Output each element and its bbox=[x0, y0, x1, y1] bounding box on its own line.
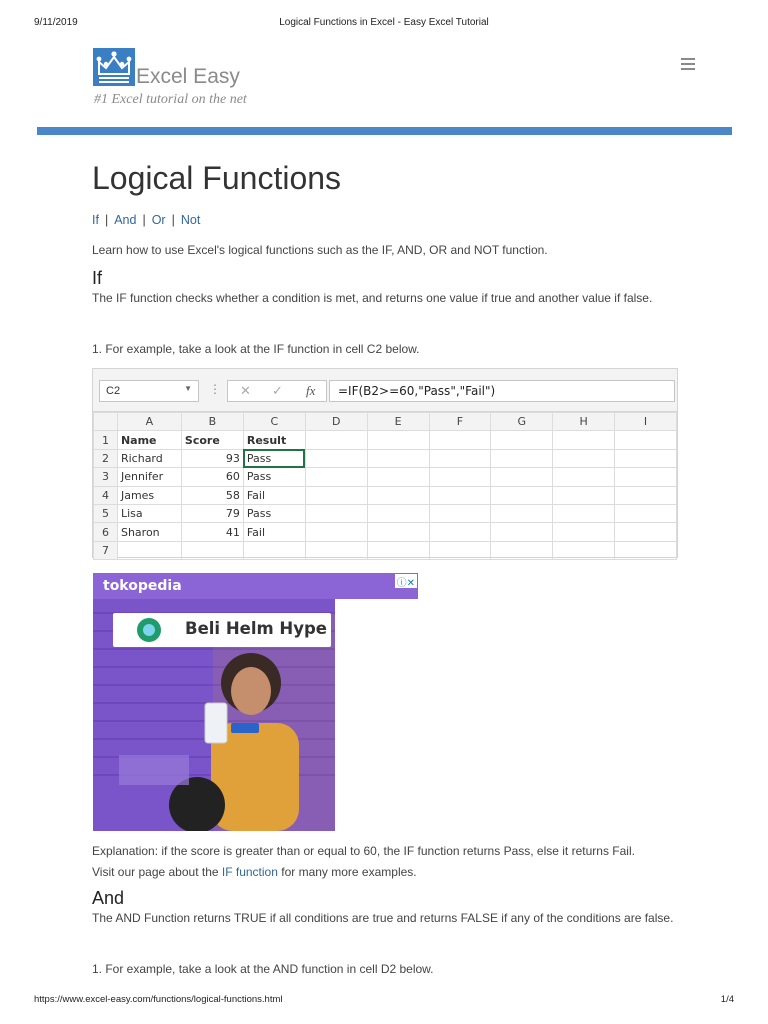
table-cell[interactable] bbox=[429, 523, 491, 541]
cell-grid bbox=[93, 412, 677, 560]
column-header[interactable]: C bbox=[243, 413, 305, 431]
table-cell[interactable] bbox=[491, 541, 553, 559]
helmet-logo-icon bbox=[137, 618, 161, 642]
table-cell[interactable]: Sharon bbox=[117, 523, 181, 541]
row-header[interactable]: 7 bbox=[94, 541, 118, 559]
table-row bbox=[94, 431, 677, 449]
table-cell[interactable] bbox=[367, 468, 429, 486]
if-heading: If bbox=[92, 268, 103, 288]
table-cell[interactable] bbox=[553, 541, 615, 559]
ad-banner[interactable] bbox=[113, 613, 331, 647]
table-cell[interactable] bbox=[305, 486, 367, 504]
spreadsheet-example bbox=[92, 368, 678, 558]
table-cell[interactable]: Name bbox=[117, 431, 181, 449]
nav-link-or[interactable]: Or bbox=[151, 213, 166, 227]
explanation-paragraph: Explanation: if the score is greater than or equal to 60, the IF function returns Pass, else it returns Fail. bbox=[92, 844, 635, 858]
intro-paragraph: Learn how to use Excel's logical functions such as the IF, AND, OR and NOT function. bbox=[92, 243, 548, 257]
table-cell[interactable] bbox=[615, 541, 677, 559]
column-header[interactable]: H bbox=[553, 413, 615, 431]
table-cell[interactable] bbox=[367, 504, 429, 522]
ad-brand-logo[interactable]: tokopedia bbox=[103, 578, 182, 594]
nav-link-and[interactable]: And bbox=[114, 213, 137, 227]
ad-white-area bbox=[335, 599, 418, 831]
table-cell[interactable] bbox=[615, 468, 677, 486]
table-cell[interactable] bbox=[491, 523, 553, 541]
table-cell[interactable]: Score bbox=[181, 431, 243, 449]
visit-paragraph bbox=[92, 861, 678, 883]
table-cell[interactable] bbox=[615, 431, 677, 449]
row-header[interactable]: 2 bbox=[94, 449, 118, 467]
print-doc-title: Logical Functions in Excel - Easy Excel Tutorial bbox=[279, 17, 489, 28]
nav-link-if[interactable]: If bbox=[92, 213, 99, 227]
table-cell[interactable] bbox=[429, 468, 491, 486]
column-header[interactable]: D bbox=[305, 413, 367, 431]
cancel-icon[interactable]: ✕ bbox=[240, 383, 251, 398]
formula-bar bbox=[93, 369, 677, 412]
table-cell[interactable] bbox=[553, 523, 615, 541]
column-header[interactable]: F bbox=[429, 413, 491, 431]
if-step-1: 1. For example, take a look at the IF function in cell C2 below. bbox=[92, 342, 420, 356]
and-step-1: 1. For example, take a look at the AND function in cell D2 below. bbox=[92, 962, 434, 976]
table-cell[interactable]: Richard bbox=[117, 449, 181, 467]
print-url: https://www.excel-easy.com/functions/logical-functions.html bbox=[34, 994, 283, 1005]
table-cell[interactable]: Jennifer bbox=[117, 468, 181, 486]
ad-banner-text: Beli Helm Hype bbox=[185, 619, 327, 638]
table-cell[interactable] bbox=[491, 449, 553, 467]
table-cell[interactable] bbox=[367, 523, 429, 541]
ad-photo-image bbox=[93, 573, 335, 831]
table-cell[interactable] bbox=[615, 504, 677, 522]
table-cell[interactable]: Fail bbox=[243, 523, 305, 541]
table-cell[interactable] bbox=[429, 504, 491, 522]
confirm-icon[interactable]: ✓ bbox=[272, 383, 283, 398]
select-all-corner[interactable] bbox=[94, 413, 118, 431]
table-cell[interactable] bbox=[491, 468, 553, 486]
table-cell[interactable]: 60 bbox=[181, 468, 243, 486]
column-header[interactable]: A bbox=[117, 413, 181, 431]
nav-separator: | bbox=[104, 213, 109, 227]
table-cell[interactable] bbox=[305, 504, 367, 522]
print-footer bbox=[34, 994, 734, 1008]
table-cell[interactable] bbox=[305, 449, 367, 467]
print-date: 9/11/2019 bbox=[34, 17, 78, 28]
more-vertical-icon: ⋮ bbox=[209, 382, 221, 396]
and-description: The AND Function returns TRUE if all conditions are true and returns FALSE if any of the conditions are false. bbox=[92, 911, 674, 925]
table-cell[interactable] bbox=[429, 449, 491, 467]
column-header[interactable]: I bbox=[615, 413, 677, 431]
name-box[interactable] bbox=[99, 380, 199, 402]
and-heading: And bbox=[92, 888, 125, 908]
site-tagline: #1 Excel tutorial on the net bbox=[94, 92, 247, 107]
table-row bbox=[94, 486, 677, 504]
print-page-number: 1/4 bbox=[720, 994, 734, 1005]
excel-easy-logo-icon[interactable] bbox=[93, 48, 135, 86]
table-cell[interactable] bbox=[243, 541, 305, 559]
table-cell[interactable] bbox=[615, 449, 677, 467]
page-title: Logical Functions bbox=[92, 160, 342, 196]
print-header bbox=[34, 17, 734, 31]
table-cell[interactable] bbox=[429, 431, 491, 449]
table-cell[interactable] bbox=[491, 431, 553, 449]
table-cell[interactable] bbox=[553, 468, 615, 486]
table-cell[interactable] bbox=[305, 468, 367, 486]
table-cell[interactable] bbox=[429, 486, 491, 504]
table-cell[interactable] bbox=[553, 449, 615, 467]
if-function-link[interactable]: IF function bbox=[221, 865, 278, 879]
table-cell[interactable]: James bbox=[117, 486, 181, 504]
header-divider-bar bbox=[37, 127, 732, 135]
table-row bbox=[94, 541, 677, 559]
row-header[interactable]: 5 bbox=[94, 504, 118, 522]
table-cell[interactable] bbox=[491, 486, 553, 504]
chevron-down-icon[interactable]: ▼ bbox=[184, 384, 192, 393]
ad-choices-close-icon[interactable]: ⓘ✕ bbox=[395, 574, 417, 588]
if-description: The IF function checks whether a condition is met, and returns one value if true and another value if false. bbox=[92, 291, 653, 305]
insert-function-icon[interactable]: fx bbox=[306, 383, 316, 398]
table-cell[interactable] bbox=[367, 541, 429, 559]
table-cell[interactable] bbox=[553, 504, 615, 522]
formula-buttons bbox=[227, 380, 327, 402]
table-cell[interactable]: Pass bbox=[243, 449, 305, 467]
table-cell[interactable] bbox=[367, 449, 429, 467]
table-row bbox=[94, 449, 677, 467]
table-row bbox=[94, 504, 677, 522]
table-cell[interactable] bbox=[429, 541, 491, 559]
formula-input[interactable]: =IF(B2>=60,"Pass","Fail") bbox=[329, 380, 675, 402]
visit-text-pre: Visit our page about the bbox=[92, 865, 222, 879]
row-header[interactable]: 4 bbox=[94, 486, 118, 504]
column-header-row bbox=[94, 413, 677, 431]
name-box-value: C2 bbox=[106, 385, 121, 397]
row-header[interactable]: 6 bbox=[94, 523, 118, 541]
table-row bbox=[94, 523, 677, 541]
row-header[interactable]: 1 bbox=[94, 431, 118, 449]
table-cell[interactable] bbox=[181, 541, 243, 559]
table-cell[interactable]: 79 bbox=[181, 504, 243, 522]
table-cell[interactable]: Lisa bbox=[117, 504, 181, 522]
nav-separator: | bbox=[142, 213, 146, 227]
row-header[interactable]: 3 bbox=[94, 468, 118, 486]
table-cell[interactable]: Result bbox=[243, 431, 305, 449]
hamburger-menu-icon[interactable] bbox=[681, 58, 697, 72]
table-row bbox=[94, 468, 677, 486]
column-header[interactable]: E bbox=[367, 413, 429, 431]
nav-separator: | bbox=[171, 213, 175, 227]
table-cell[interactable] bbox=[305, 431, 367, 449]
table-cell[interactable]: Fail bbox=[243, 486, 305, 504]
table-cell[interactable]: 93 bbox=[181, 449, 243, 467]
table-cell[interactable] bbox=[491, 504, 553, 522]
nav-link-not[interactable]: Not bbox=[180, 213, 201, 227]
table-cell[interactable] bbox=[553, 486, 615, 504]
table-cell[interactable] bbox=[367, 431, 429, 449]
section-nav bbox=[92, 213, 200, 227]
table-cell[interactable] bbox=[117, 541, 181, 559]
ad-header-strip bbox=[93, 573, 418, 599]
visit-text-post: for many more examples. bbox=[277, 865, 417, 879]
table-cell[interactable] bbox=[305, 523, 367, 541]
table-cell[interactable]: Pass bbox=[243, 504, 305, 522]
table-cell[interactable] bbox=[615, 523, 677, 541]
advertisement[interactable] bbox=[93, 573, 418, 831]
table-cell[interactable]: 41 bbox=[181, 523, 243, 541]
table-cell[interactable] bbox=[615, 486, 677, 504]
table-cell[interactable] bbox=[305, 541, 367, 559]
column-header[interactable]: B bbox=[181, 413, 243, 431]
table-cell[interactable] bbox=[367, 486, 429, 504]
table-cell[interactable]: 58 bbox=[181, 486, 243, 504]
site-name[interactable]: Excel Easy bbox=[136, 65, 240, 88]
table-cell[interactable] bbox=[553, 431, 615, 449]
table-cell[interactable]: Pass bbox=[243, 468, 305, 486]
column-header[interactable]: G bbox=[491, 413, 553, 431]
